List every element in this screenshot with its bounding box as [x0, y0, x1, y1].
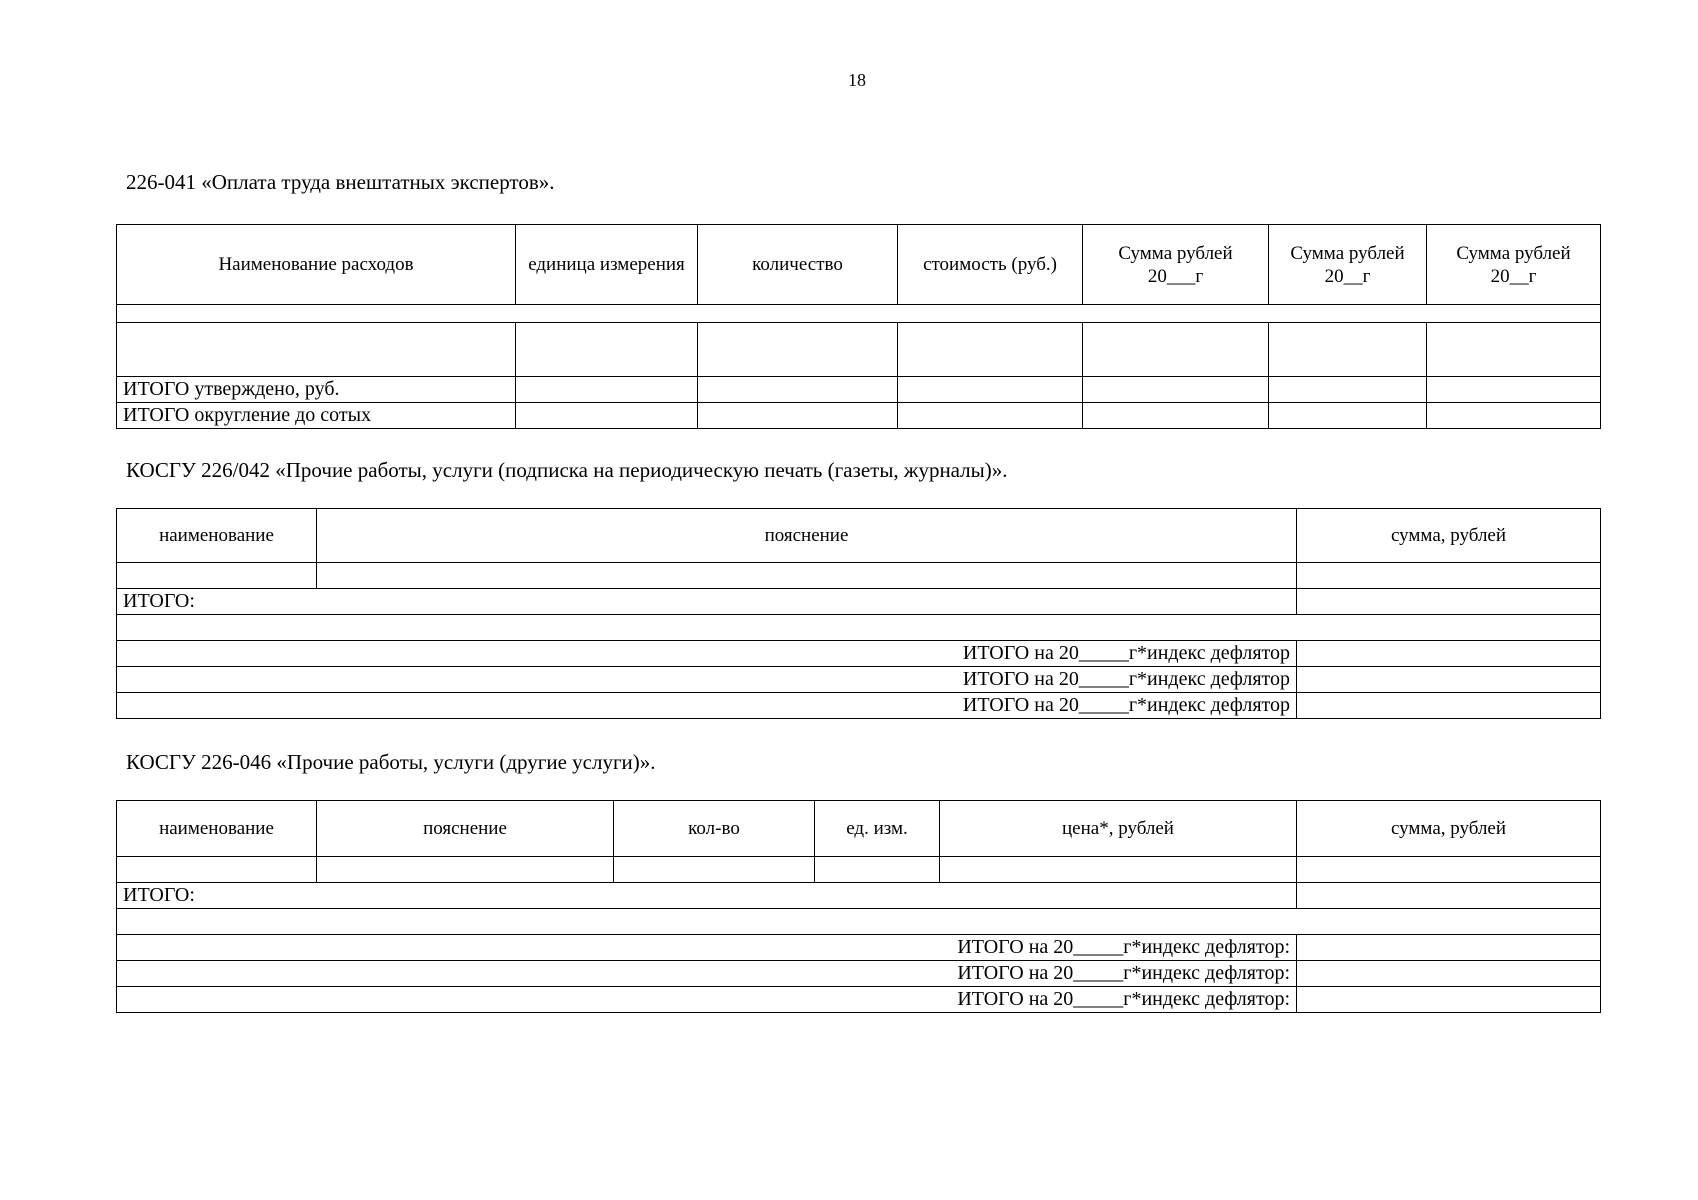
header-cell: сумма, рублей	[1297, 801, 1601, 857]
header-cell: цена*, рублей	[940, 801, 1297, 857]
header-cell: кол-во	[614, 801, 815, 857]
header-cell: пояснение	[317, 801, 614, 857]
empty-row	[117, 909, 1601, 935]
subscription-table	[116, 508, 1601, 719]
table-row	[117, 323, 1601, 377]
header-cell: единица измерения	[516, 225, 698, 305]
deflator-label: ИТОГО на 20_____г*индекс дефлятор:	[117, 961, 1297, 987]
other-services-table	[116, 800, 1601, 1013]
deflator-label: ИТОГО на 20_____г*индекс дефлятор	[117, 641, 1297, 667]
deflator-label: ИТОГО на 20_____г*индекс дефлятор	[117, 667, 1297, 693]
deflator-row	[117, 987, 1601, 1013]
table-row	[117, 857, 1601, 883]
deflator-row	[117, 641, 1601, 667]
header-cell: Сумма рублей 20__г	[1427, 225, 1601, 305]
total-row	[117, 589, 1601, 615]
expenses-table	[116, 224, 1601, 429]
deflator-row	[117, 961, 1601, 987]
header-cell: наименование	[117, 801, 317, 857]
header-cell: Сумма рублей 20___г	[1083, 225, 1269, 305]
deflator-row	[117, 667, 1601, 693]
table-header-row	[117, 801, 1601, 857]
section3-heading: КОСГУ 226-046 «Прочие работы, услуги (другие услуги)».	[126, 750, 656, 774]
deflator-label: ИТОГО на 20_____г*индекс дефлятор	[117, 693, 1297, 719]
empty-row	[117, 615, 1601, 641]
deflator-label: ИТОГО на 20_____г*индекс дефлятор:	[117, 987, 1297, 1013]
header-cell: Сумма рублей 20__г	[1269, 225, 1427, 305]
table-header-row	[117, 509, 1601, 563]
table-header-row	[117, 225, 1601, 305]
section2-heading: КОСГУ 226/042 «Прочие работы, услуги (подписка на периодическую печать (газеты, журналы)».	[126, 458, 1008, 482]
header-cell: сумма, рублей	[1297, 509, 1601, 563]
page-number: 18	[848, 70, 866, 90]
deflator-row	[117, 935, 1601, 961]
total-label: ИТОГО:	[117, 589, 1297, 615]
header-cell: Наименование расходов	[117, 225, 516, 305]
total-row	[117, 883, 1601, 909]
header-cell: стоимость (руб.)	[898, 225, 1083, 305]
total-rounding-label: ИТОГО округление до сотых	[117, 403, 516, 429]
table-row	[117, 563, 1601, 589]
header-cell: пояснение	[317, 509, 1297, 563]
header-cell: ед. изм.	[815, 801, 940, 857]
header-cell: наименование	[117, 509, 317, 563]
deflator-row	[117, 693, 1601, 719]
total-approved-label: ИТОГО утверждено, руб.	[117, 377, 516, 403]
section1-heading: 226-041 «Оплата труда внештатных экспертов».	[126, 170, 555, 194]
table-spacer-row	[117, 305, 1601, 323]
deflator-label: ИТОГО на 20_____г*индекс дефлятор:	[117, 935, 1297, 961]
header-cell: количество	[698, 225, 898, 305]
total-label: ИТОГО:	[117, 883, 1297, 909]
total-approved-row	[117, 377, 1601, 403]
total-rounding-row	[117, 403, 1601, 429]
